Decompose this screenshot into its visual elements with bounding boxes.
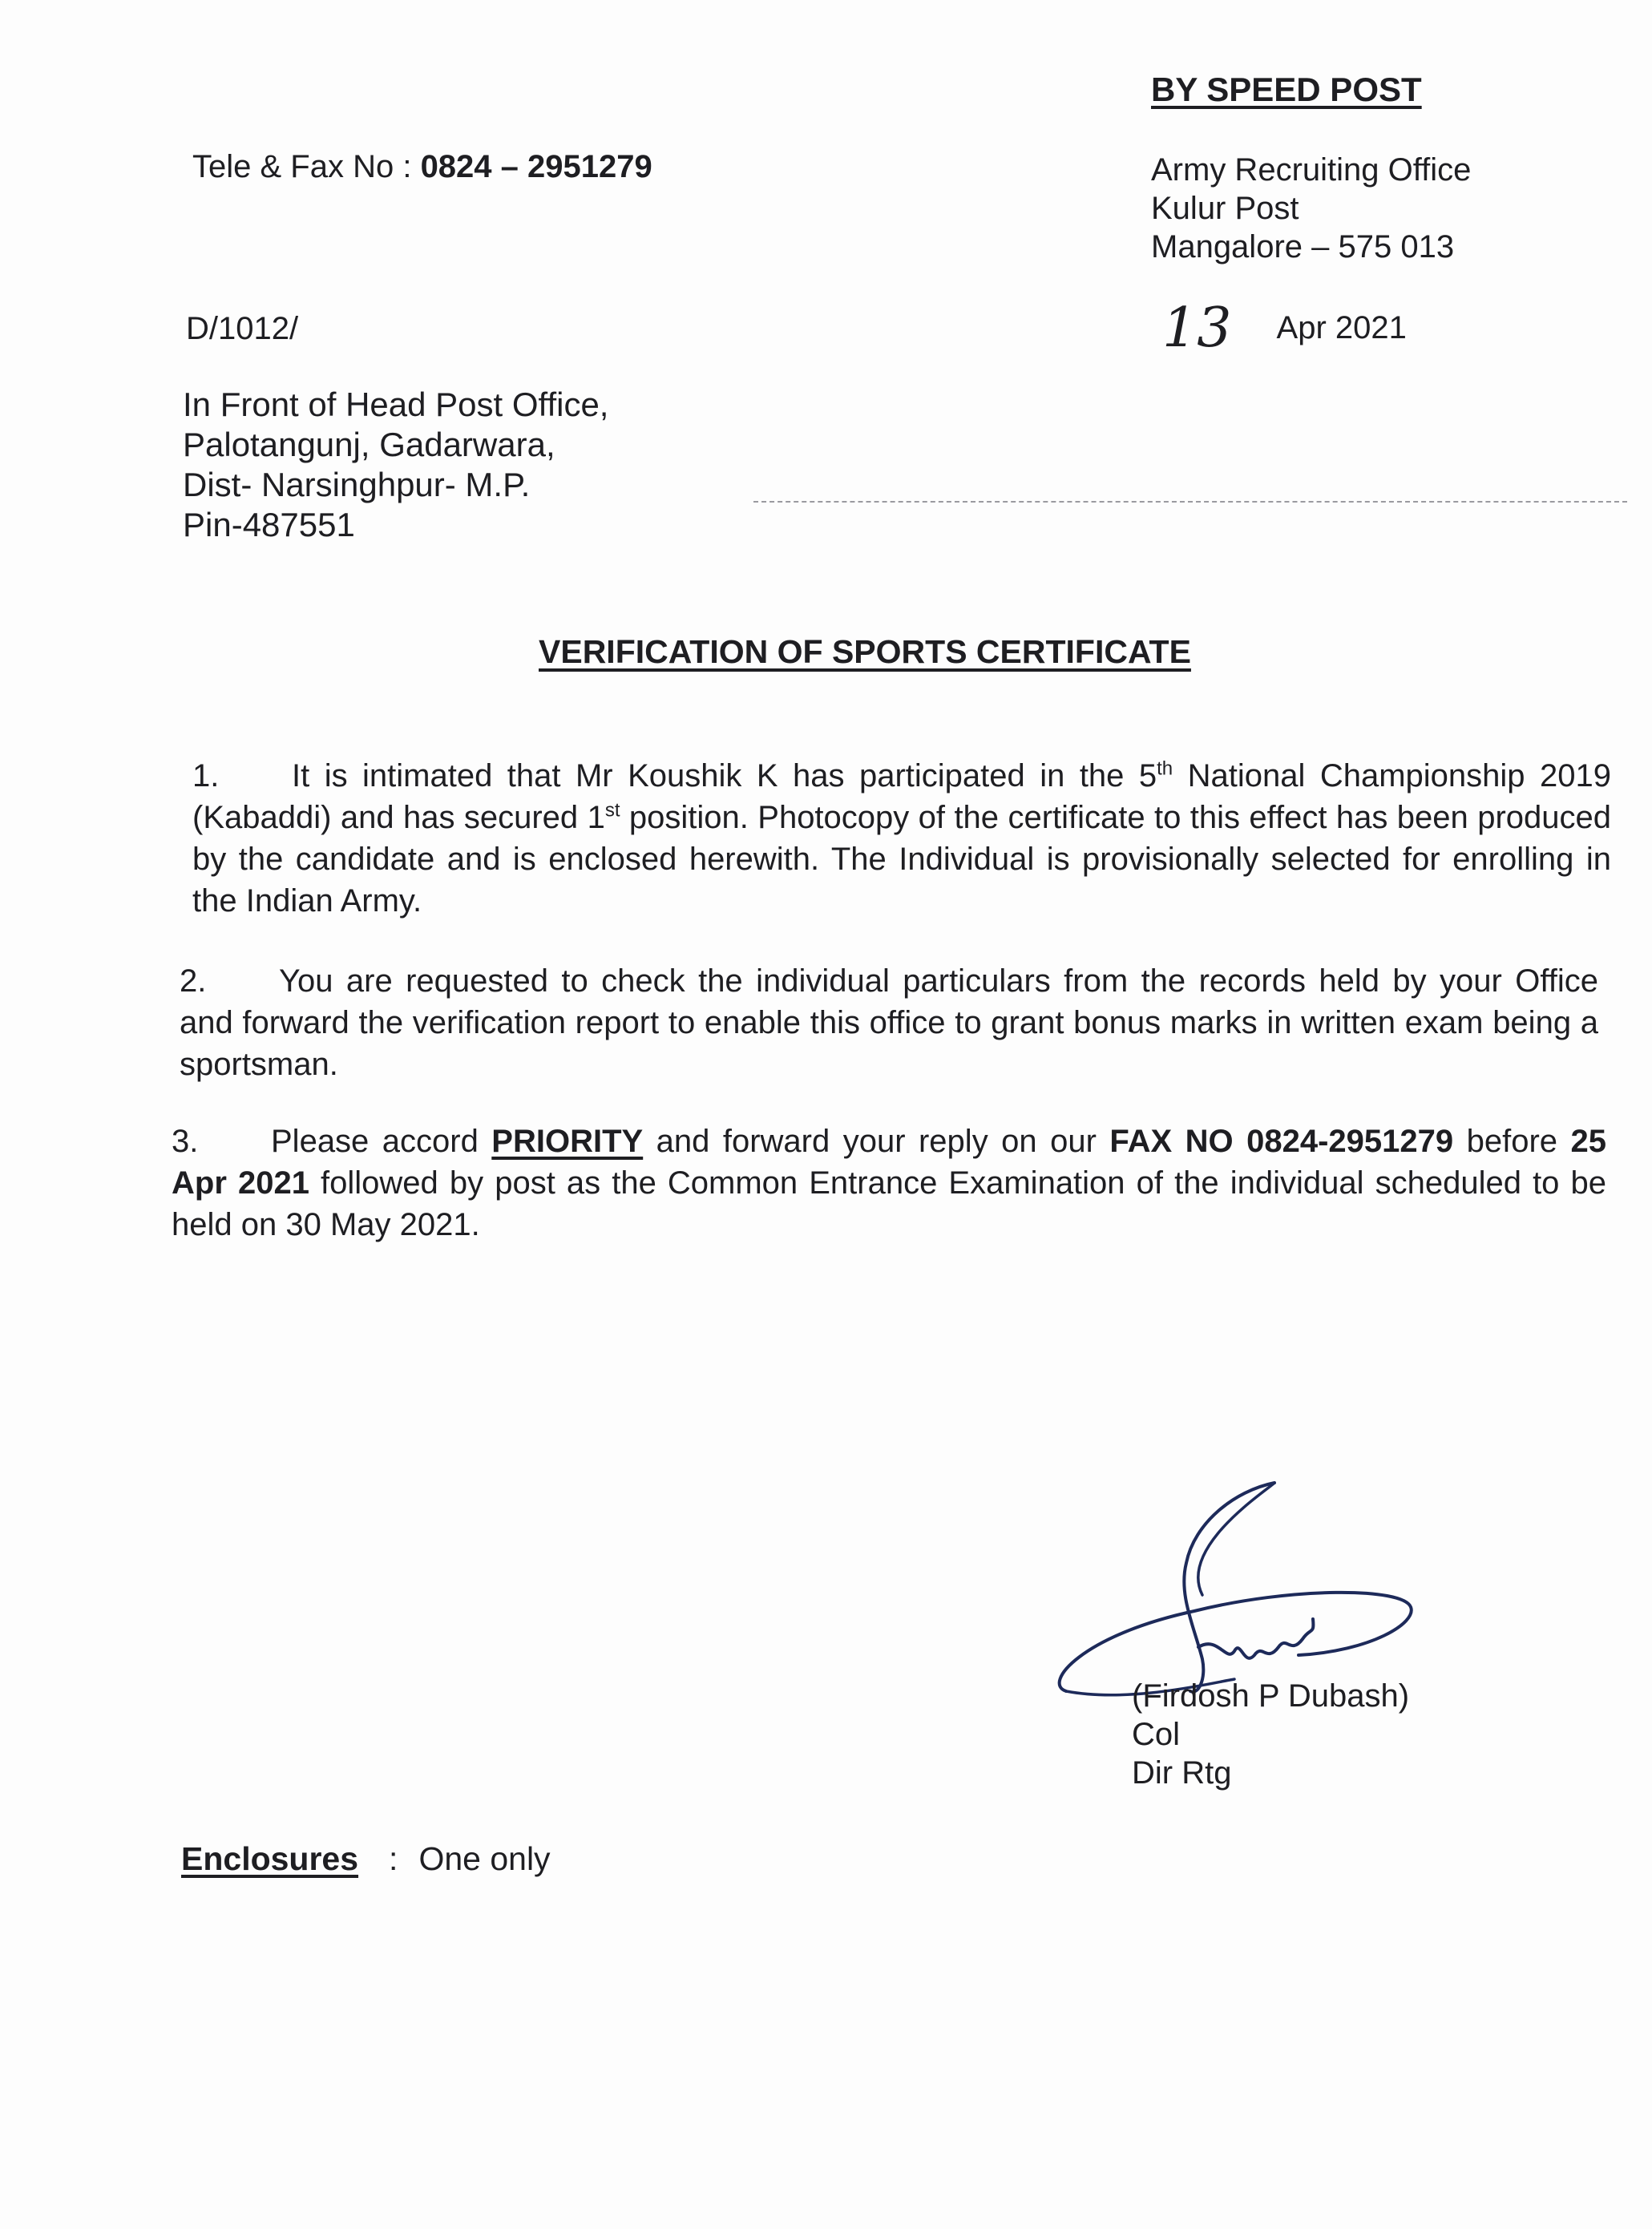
enclosures-line	[181, 1840, 551, 1878]
tele-fax-number: 0824 – 2951279	[420, 149, 652, 184]
letter-subject: VERIFICATION OF SPORTS CERTIFICATE	[539, 633, 1191, 670]
date-month-year: Apr 2021	[1276, 310, 1407, 345]
enclosures-label: Enclosures	[181, 1840, 359, 1877]
signatory-block	[1132, 1677, 1409, 1792]
signatory-name: (Firdosh P Dubash)	[1132, 1678, 1410, 1714]
recipient-address-line: Dist- Narsinghpur- M.P.	[183, 466, 531, 503]
signatory-designation: Dir Rtg	[1132, 1755, 1232, 1791]
tele-fax-line	[192, 149, 652, 185]
recipient-address-line: Palotangunj, Gadarwara,	[183, 426, 555, 463]
enclosures-value: One only	[418, 1840, 551, 1877]
paragraph-number: 3.	[172, 1124, 199, 1159]
paragraph-2: 2. You are requested to check the individual particulars from the records held by your Office and forward the verification report to enable this office to grant bonus marks in written exam being a sportsman.	[180, 960, 1598, 1085]
handwritten-day: 13	[1162, 297, 1232, 360]
recipient-address-line: Pin-487551	[183, 506, 355, 543]
paragraph-3: 3. Please accord PRIORITY and forward your reply on our FAX NO 0824-2951279 before 25 Apr 2021 followed by post as the Common Entrance Examination of the individual scheduled to be held on 30 May 2021.	[172, 1121, 1606, 1246]
dispatch-mode: BY SPEED POST	[1151, 71, 1422, 108]
fax-number-ref: FAX NO 0824-2951279	[1109, 1124, 1454, 1159]
tele-fax-label: Tele & Fax No :	[192, 149, 421, 184]
signatory-rank: Col	[1132, 1717, 1181, 1752]
letter-date	[1162, 297, 1407, 360]
scan-artifact-line	[753, 501, 1627, 503]
sender-office-line: Army Recruiting Office	[1151, 152, 1472, 188]
sender-office-line: Mangalore – 575 013	[1151, 229, 1455, 264]
paragraph-number: 2.	[180, 963, 207, 999]
reply-deadline: 25 Apr 2021	[172, 1124, 1606, 1201]
sender-office-address	[1151, 151, 1471, 266]
sender-office-line: Kulur Post	[1151, 191, 1299, 226]
reference-number: D/1012/	[186, 311, 299, 346]
recipient-address-line: In Front of Head Post Office,	[183, 386, 609, 423]
enclosures-separator: :	[389, 1840, 398, 1877]
paragraph-number: 1.	[192, 758, 220, 793]
recipient-address	[183, 385, 608, 545]
paragraph-1: 1. It is intimated that Mr Koushik K has participated in the 5th National Championship 2019 (Kabaddi) and has secured 1st position. Photocopy of the certificate to this effect has been produced by the candidate and is enclosed herewith. The Individual is provisionally selected for enrolling in the Indian Army.	[192, 755, 1611, 922]
priority-emphasis: PRIORITY	[491, 1124, 644, 1159]
